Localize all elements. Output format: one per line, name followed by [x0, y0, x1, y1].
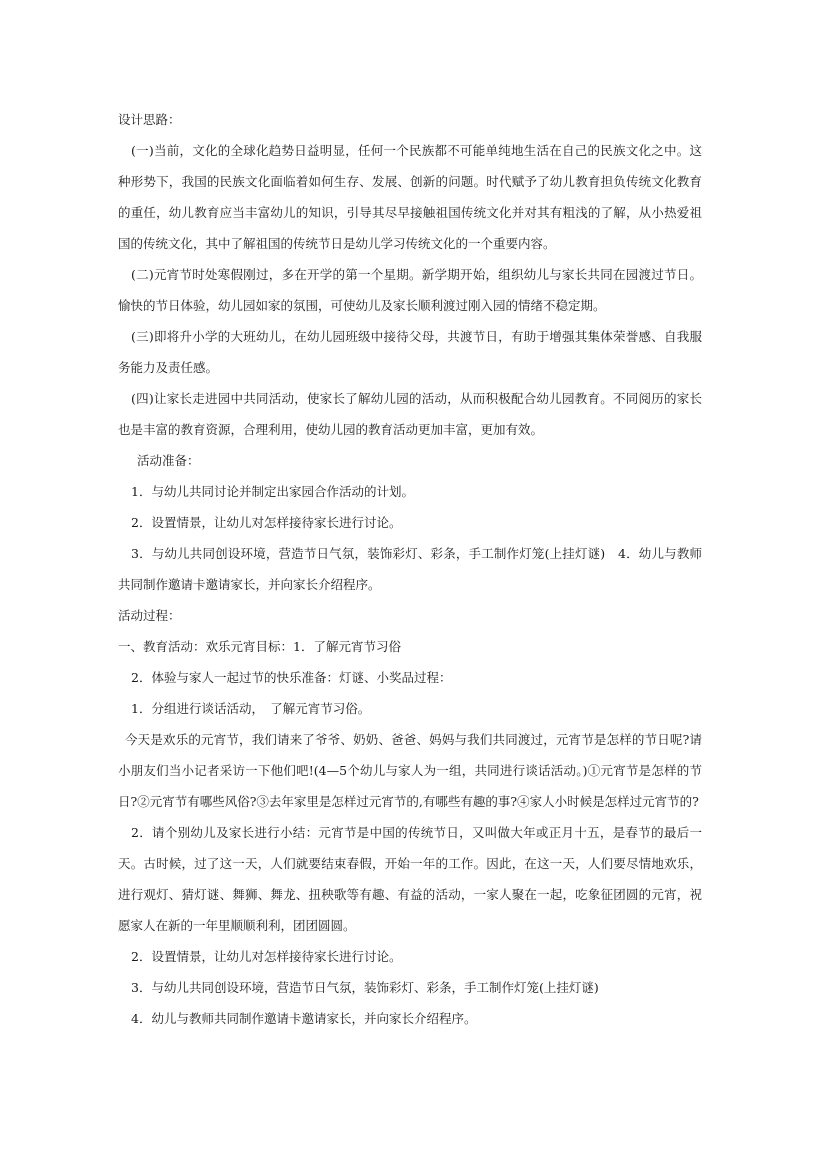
process-item-2: 2．设置情景，让幼儿对怎样接待家长进行讨论。 [131, 949, 402, 964]
paragraph-design-3: (三)即将升小学的大班幼儿，在幼儿园班级中接待父母，共渡节日，有助于增强其集体荣誉感、自我服务能力及责任感。 [118, 329, 702, 375]
paragraph-design-1: (一)当前，文化的全球化趋势日益明显，任何一个民族都不可能单纯地生活在自己的民族文化之中。这种形势下，我国的民族文化面临着如何生存、发展、创新的问题。时代赋予了幼儿教育担负传统文化教育的重任，幼儿教育应当丰富幼儿的知识，引导其尽早接触祖国传统文化并对其有粗浅的了解，从小热爱祖国的传统文化，其中了解祖国的传统节日是幼儿学习传统文化的一个重要内容。 [118, 143, 702, 251]
document-page [118, 104, 702, 1034]
prep-item-3-4: 3．与幼儿共同创设环境，营造节日气氛，装饰彩灯、彩条，手工制作灯笼(上挂灯谜) 4．幼儿与教师共同制作邀请卡邀请家长，并向家长介绍程序。 [118, 546, 702, 592]
paragraph-design-4: (四)让家长走进园中共同活动，使家长了解幼儿园的活动，从而积极配合幼儿园教育。不同阅历的家长也是丰富的教育资源，合理利用，使幼儿园的教育活动更加丰富，更加有效。 [118, 391, 702, 437]
heading-preparation: 活动准备： [137, 453, 200, 468]
process-step-1: 1．分组进行谈话活动， 了解元宵节习俗。 [131, 701, 371, 716]
process-section-1: 一、教育活动：欢乐元宵目标：1．了解元宵节习俗 [118, 639, 401, 654]
process-summary-paragraph: 2．请个别幼儿及家长进行小结：元宵节是中国的传统节日，又叫做大年或正月十五，是春节的最后一天。古时候，过了这一天，人们就要结束春假，开始一年的工作。因此，在这一天，人们要尽情地欢乐，进行观灯、猜灯谜、舞狮、舞龙、扭秧歌等有趣、有益的活动，一家人聚在一起，吃象征团圆的元宵，祝愿家人在新的一年里顺顺利利，团团圆圆。 [118, 825, 702, 933]
process-interview-paragraph: 今天是欢乐的元宵节，我们请来了爷爷、奶奶、爸爸、妈妈与我们共同渡过，元宵节是怎样的节日呢?请小朋友们当小记者采访一下他们吧!(4—5个幼儿与家人为一组，共同进行谈话活动。)①元宵节是怎样的节日?②元宵节有哪些风俗?③去年家里是怎样过元宵节的,有哪些有趣的事?④家人小时候是怎样过元宵节的? [118, 732, 702, 809]
process-item-3: 3．与幼儿共同创设环境，营造节日气氛，装饰彩灯、彩条，手工制作灯笼(上挂灯谜) [131, 980, 599, 995]
prep-item-2: 2．设置情景，让幼儿对怎样接待家长进行讨论。 [131, 515, 402, 530]
process-goal-2: 2．体验与家人一起过节的快乐准备：灯谜、小奖品过程： [131, 670, 452, 685]
prep-item-1: 1．与幼儿共同讨论并制定出家园合作活动的计划。 [131, 484, 414, 499]
heading-design-ideas: 设计思路： [118, 112, 181, 127]
paragraph-design-2: (二)元宵节时处寒假刚过，多在开学的第一个星期。新学期开始，组织幼儿与家长共同在园渡过节日。愉快的节日体验，幼儿园如家的氛围，可使幼儿及家长顺利渡过刚入园的情绪不稳定期。 [118, 267, 702, 313]
process-item-4: 4．幼儿与教师共同制作邀请卡邀请家长，并向家长介绍程序。 [131, 1011, 477, 1026]
heading-process: 活动过程： [118, 608, 181, 623]
